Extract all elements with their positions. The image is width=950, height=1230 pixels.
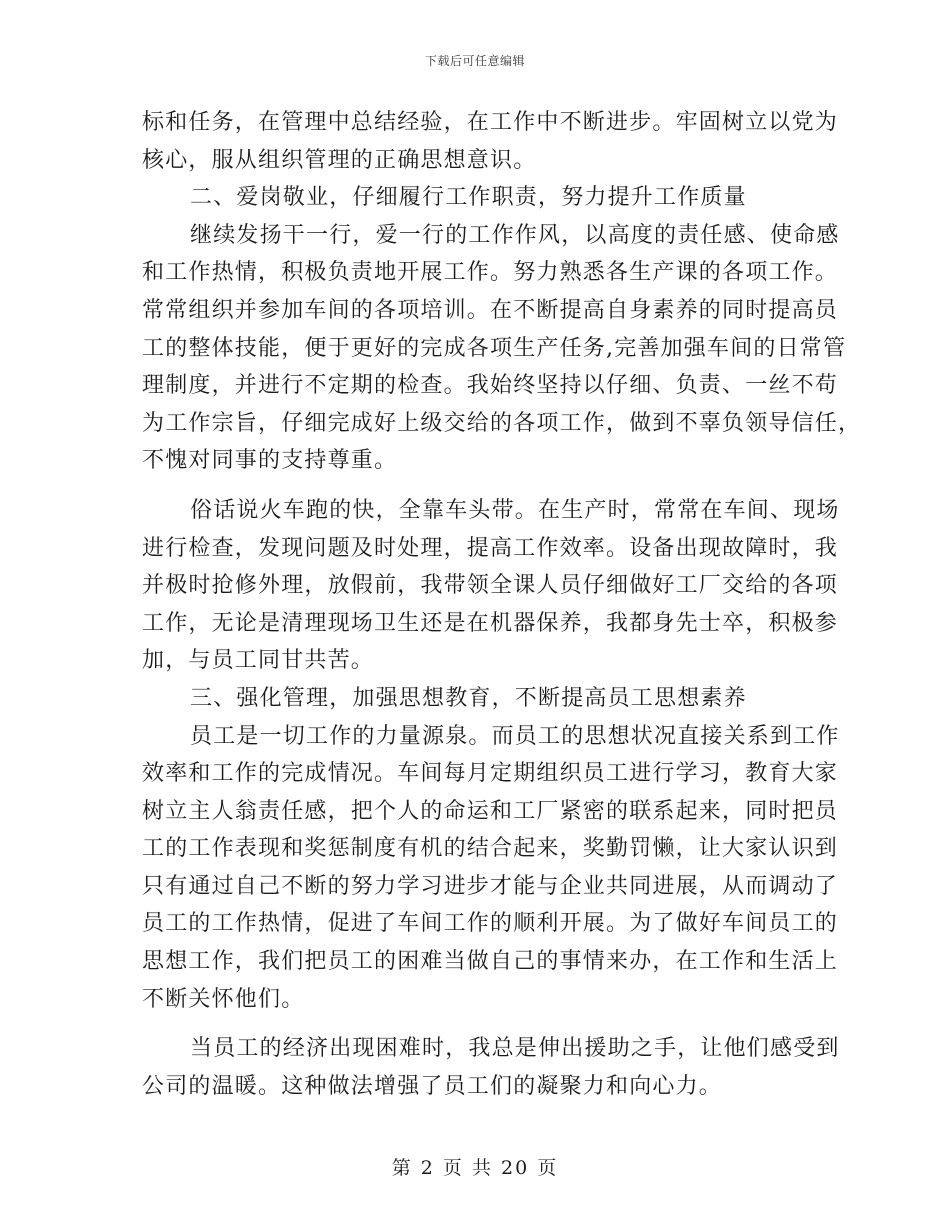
body-line: 和工作热情，积极负责地开展工作。努力熟悉各生产课的各项工作。: [142, 260, 839, 286]
body-line: 效率和工作的完成情况。车间每月定期组织员工进行学习，教育大家: [142, 761, 839, 787]
body-line: 当员工的经济出现困难时，我总是伸出援助之手，让他们感受到: [190, 1036, 840, 1062]
body-line: 不愧对同事的支持尊重。: [142, 448, 398, 474]
body-line: 不断关怀他们。: [142, 986, 305, 1012]
document-body: [142, 104, 862, 1105]
body-line: 员工是一切工作的力量源泉。而员工的思想状况直接关系到工作: [190, 723, 840, 749]
body-line: 加，与员工同甘共苦。: [142, 648, 375, 674]
page-number: 第 2 页 共 20 页: [391, 1157, 559, 1179]
body-line: 树立主人翁责任感，把个人的命运和工厂紧密的联系起来，同时把员: [142, 798, 839, 824]
body-line: 为工作宗旨，仔细完成好上级交给的各项工作，做到不辜负领导信任，: [142, 410, 862, 436]
body-line: 核心，服从组织管理的正确思想意识。: [142, 147, 537, 173]
section-heading: 二、爱岗敬业，仔细履行工作职责，努力提升工作质量: [190, 185, 747, 211]
body-line: 进行检查，发现问题及时处理，提高工作效率。设备出现故障时，我: [142, 535, 839, 561]
body-line: 并极时抢修外理，放假前，我带领全课人员仔细做好工厂交给的各项: [142, 573, 839, 599]
section-heading: 三、强化管理，加强思想教育，不断提高员工思想素养: [190, 685, 747, 711]
page-header: 下载后可任意编辑: [424, 54, 525, 68]
body-line: 只有通过自己不断的努力学习进步才能与企业共同进展，从而调动了: [142, 873, 839, 899]
body-line: 继续发扬干一行，爱一行的工作作风，以高度的责任感、使命感: [190, 222, 840, 248]
body-line: 俗话说火车跑的快，全靠车头带。在生产时，常常在车间、现场: [190, 497, 840, 523]
body-line: 思想工作，我们把员工的困难当做自己的事情来办，在工作和生活上: [142, 949, 839, 975]
body-line: 工的整体技能，便于更好的完成各项生产任务,完善加强车间的日常管: [142, 335, 847, 361]
body-line: 工作，无论是清理现场卫生还是在机器保养，我都身先士卒，积极参: [142, 610, 839, 636]
body-line: 标和任务，在管理中总结经验，在工作中不断进步。牢固树立以党为: [142, 110, 839, 135]
body-line: 员工的工作热情，促进了车间工作的顺利开展。为了做好车间员工的: [142, 911, 839, 937]
body-line: 工的工作表现和奖惩制度有机的结合起来，奖勤罚懒，让大家认识到: [142, 836, 839, 862]
body-line: 理制度，并进行不定期的检查。我始终坚持以仔细、负责、一丝不苟: [142, 373, 839, 399]
body-line: 常常组织并参加车间的各项培训。在不断提高自身素养的同时提高员: [142, 297, 839, 323]
body-line: 公司的温暖。这种做法增强了员工们的凝聚力和向心力。: [142, 1073, 723, 1099]
